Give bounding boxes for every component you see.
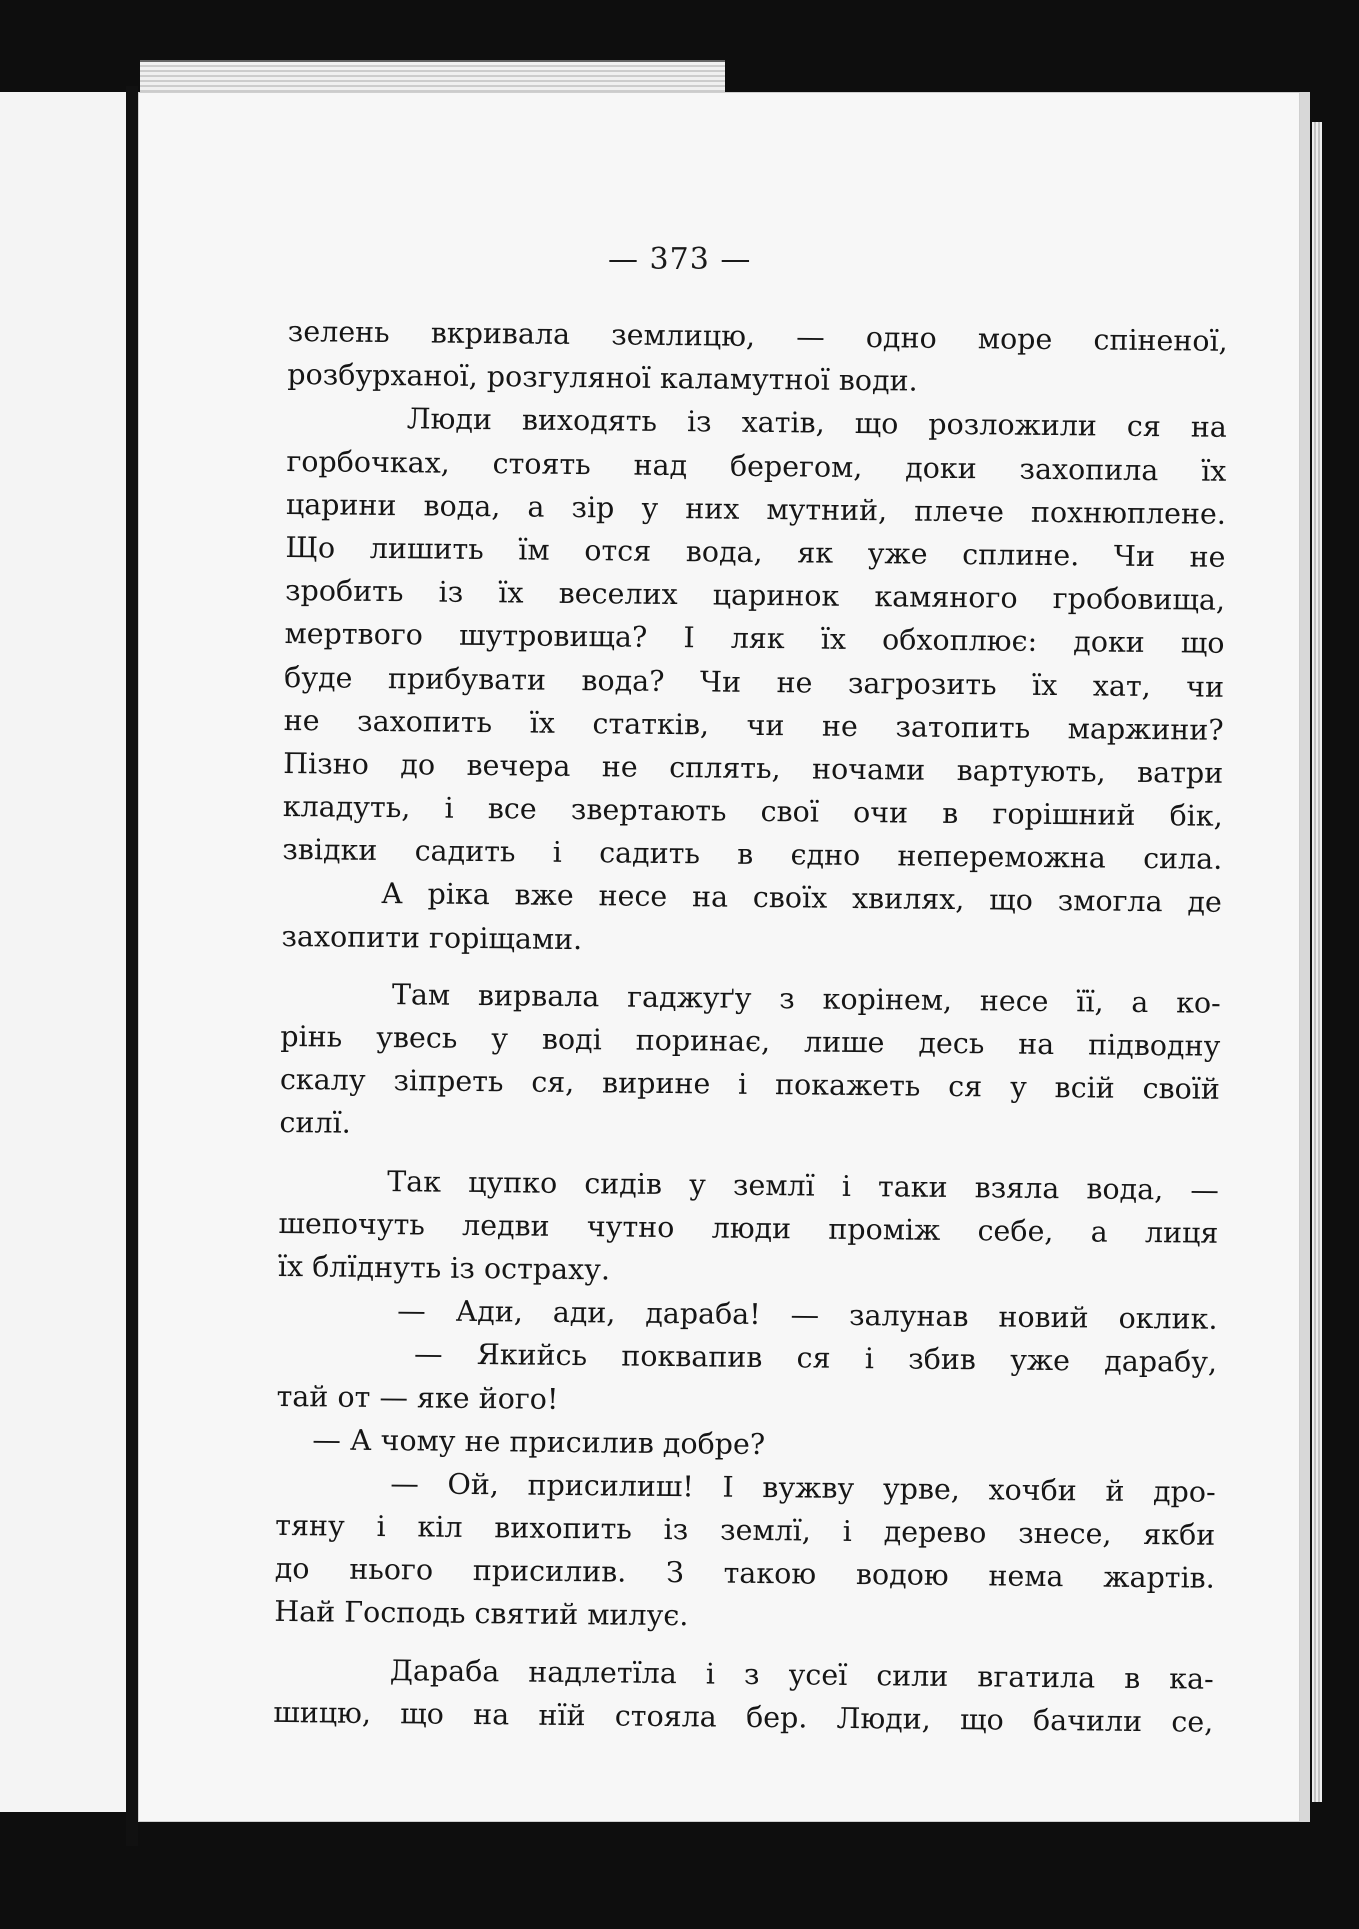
text-line: — А чому не присилив добре? [276,1422,766,1461]
text-line: горбочках, стоять над берегом, доки захопила їх [286,444,1227,488]
text-line: силї. [279,1106,351,1141]
previous-page-edge [0,92,130,1812]
book-page [138,92,1310,1822]
text-line: А ріка вже несе на своїх хвилях, що змогла де [281,876,1223,920]
text-line: — Ади, ади, дараба! — залунав новий оклик. [277,1293,1218,1336]
text-line: Най Господь святий милує. [274,1595,689,1633]
text-line: Там вирвала гаджуґу з корінем, несе її, а ко- [280,976,1221,1020]
text-line: звідки садить і садить в єдно непереможна сила. [282,833,1223,877]
text-line: скалу зіпреть ся, вирине і покажеть ся у всій своїй [279,1063,1221,1106]
text-line: буде прибувати вода? Чи не загрозить їх хат, чи [283,660,1225,704]
text-line: мертвого шутровища? І ляк їх обхоплює: доки що [284,617,1225,661]
text-line: їх блїднуть із остраху. [277,1249,611,1287]
back-leaf-strip [140,60,725,92]
text-line: — Якийсь поквапив ся і збив уже дарабу, [276,1336,1218,1380]
text-line: розбурханої, розгуляної каламутної води. [287,358,918,398]
text-line: кладуть, і все звертають свої очи в горішний бік, [282,790,1223,833]
page-number: — 373 — [608,242,752,277]
text-line: тяну і кіл вихопить із землї, і дерево знесе, якби [275,1508,1216,1552]
text-line: Що лишить їм отся вода, як уже сплине. Чи не [285,530,1226,574]
book-spine [126,86,138,1846]
text-line: рінь увесь у воді поринає, лише десь на підводну [280,1019,1221,1063]
page-text [273,310,1228,1744]
text-line: не захопить їх статків, чи не затопить маржини? [283,703,1224,747]
text-line: зробить із їх веселих царинок камяного гробовища, [284,574,1226,617]
text-line: — Ой, присилиш! І вужву урве, хочби й дро- [275,1465,1216,1509]
text-line: Пізно до вечера не сплять, ночами вартують, ватри [283,746,1224,790]
text-line: царини вода, а зір у них мутний, плече похнюплене. [285,487,1227,531]
text-line: захопити горіщами. [281,919,583,956]
text-line: Люди виходять із хатів, що розложили ся на [286,401,1227,445]
text-line: зелень вкривала землицю, — одно море спіненої, [287,314,1228,358]
text-line: шепочуть ледви чутно люди проміж себе, а лиця [278,1206,1219,1250]
text-line: Дараба надлетїла і з усеї сили вгатила в ка- [273,1652,1214,1696]
text-line: Так цупко сидів у землї і таки взяла вода, — [278,1163,1220,1207]
text-line: до нього присилив. З такою водою нема жартів. [274,1552,1215,1596]
text-line: тай от — яке його! [276,1379,559,1416]
text-line: шицю, що на нїй стояла бер. Люди, що бачили се, [273,1695,1214,1739]
